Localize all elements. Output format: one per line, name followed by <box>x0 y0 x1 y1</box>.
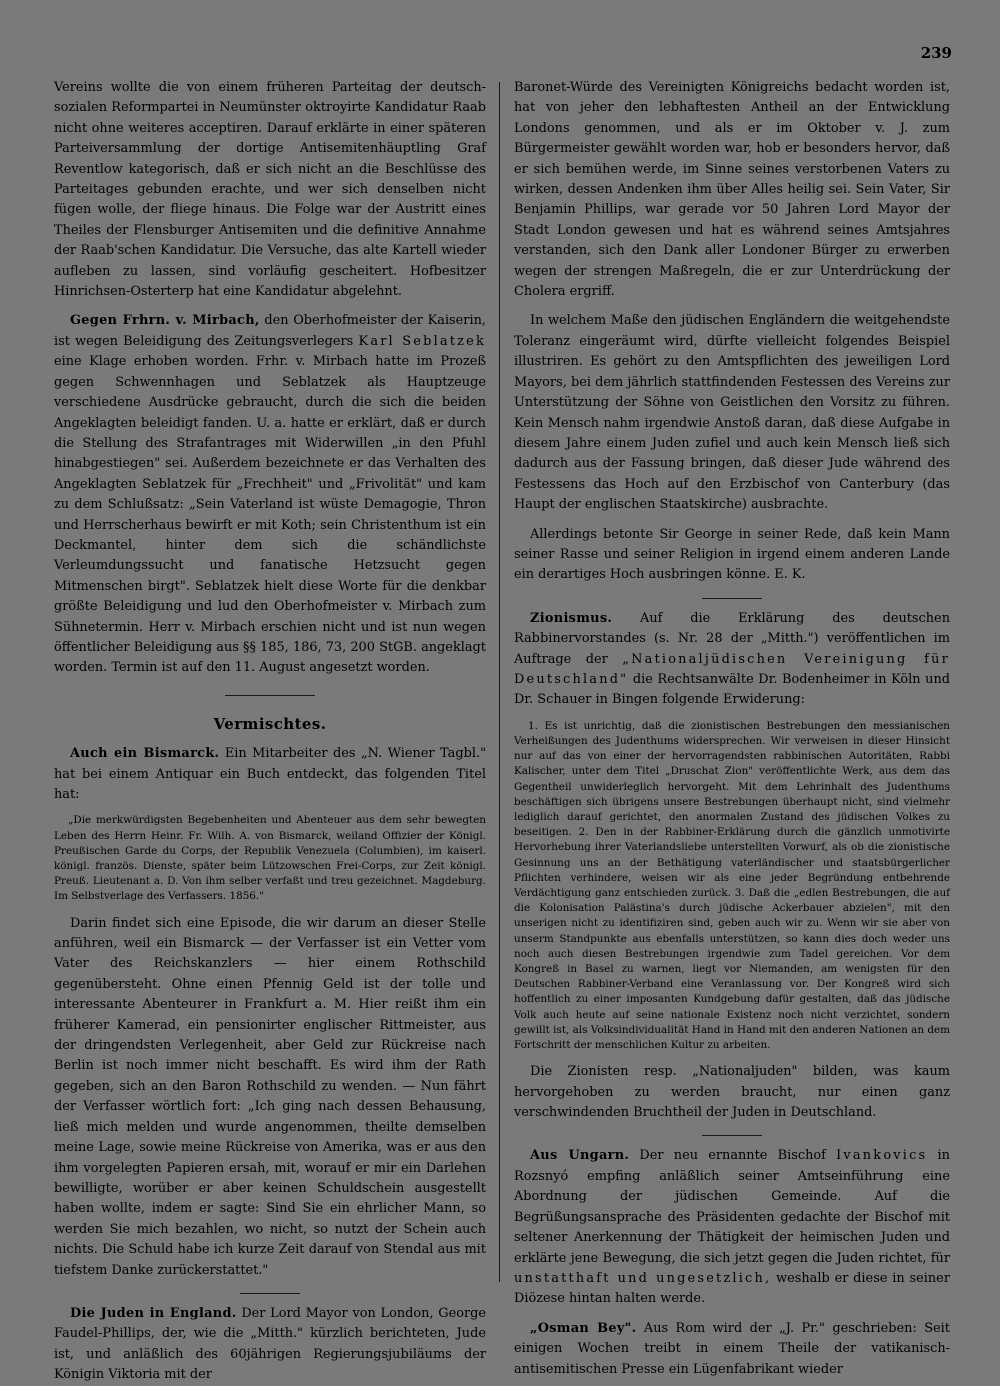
page-number: 239 <box>920 44 952 62</box>
zionism-article <box>514 609 950 711</box>
article-heading: Zionismus. <box>530 610 613 626</box>
signature: E. K. <box>774 567 806 583</box>
paragraph: Darin findet sich eine Episode, die wir darum an dieser Stelle anführen, weil ein Bismarck — der Verfasser ist ein Vetter vom Vater des Reichskanzlers — hier einem Rothschild gegenübersteht. Ohne einen Pfennig Geld ist der tolle und interessante Abenteurer in Frankfurt a. M. Hier reißt ihm ein früherer Kamerad, ein pensionirter englischer Rittmeister, aus der dringendsten Verlegenheit, aber Geld zur Rückreise nach Berlin ist noch immer nicht beschafft. Es wird ihm der Rath gegeben, sich an den Baron Rothschild zu wenden. — Nun fährt der Verfasser wörtlich fort: „Ich ging nach dessen Behausung, ließ mich melden und wurde angenommen, theilte demselben meine Lage, sowie meine Rückreise von Amerika, was er aus den ihm vorgelegten Papieren ersah, mit, worauf er mir ein Darlehen bewilligte, worüber er aber keinen Schuldschein ausgestellt haben wollte, indem er sagte: Sind Sie ein ehrlicher Mann, so werden Sie mich bezahlen, wo nicht, so nutzt der Schein auch nichts. Die Schuld habe ich kurze Zeit darauf von Stendal aus mit tiefstem Danke zurückerstattet." <box>54 915 486 1278</box>
paragraph: Vereins wollte die von einem früheren Parteitag der deutsch-sozialen Reformpartei in Neumünster oktroyirte Kandidatur Raab nicht ohne weiteres acceptiren. Darauf erklärte in einer späteren Parteiversammlung der dortige Antisemitenhäuptling Graf Reventlow kategorisch, daß er sich nicht an die Beschlüsse des Parteitages gebunden erachte, und wer sich denselben nicht fügen wolle, der fliege hinaus. Die Folge war der Austritt eines Theiles der Flensburger Antisemiten und die definitive Annahme der Raab'schen Kandidatur. Die Versuche, das alte Kartell wieder aufleben zu lassen, sind vorläufig gescheitert. Hofbesitzer Hinrichsen-Osterterp hat eine Kandidatur abgelehnt. <box>54 80 486 300</box>
quote-text: 1. Es ist unrichtig, daß die zionistischen Bestrebungen den messianischen Verheißungen des Judenthums widersprechen. Wir verweisen in dieser Hinsicht nur auf das von einer der hervorragendsten rabbinischen Autoritäten, Rabbi Kalischer, unter dem Titel „Druschat Zion" veröffentlichte Werk, aus dem das Gegentheil unwiderleglich hervorgeht. Mit dem Lehrinhalt des Judenthums beschäftigen sich übrigens unsere Bestrebungen überhaupt nicht, sind vielmehr lediglich darauf gerichtet, den anormalen Zustand des jüdischen Volkes zu beseitigen. 2. Den in der Rabbiner-Erklärung durch die gänzlich unmotivirte Hervorhebung ihrer Vaterlandsliebe unterstellten Vorwurf, als ob die zionistische Gesinnung uns an der Bethätigung vaterländischer und staatsbürgerlicher Pflichten verhindere, weisen wir als eine jeder Begründung entbehrende Verdächtigung ganz entschieden zurück. 3. Daß die „edlen Bestrebungen, die auf die Kolonisation Palästina's durch jüdische Ackerbauer abzielen", mit den unserigen nicht zu identifiziren sind, geben auch wir zu. Wenn wir sie aber von unserm Standpunkte aus ebenfalls unterstützen, so kann dies doch weder uns noch auch diesen Bestrebungen irgendwie zum Tadel gereichen. Vor dem Kongreß in Basel zu warnen, liegt vor Niemanden, am wenigsten für den Deutschen Rabbiner-Verband eine Veranlassung vor. Der Kongreß wird sich hoffentlich zu einer imposanten Kundgebung dafür gestalten, daß das jüdische Volk auch heute auf seine nationale Existenz noch nicht verzichtet, sondern gewillt ist, als Volksindividualität Hand in Hand mit den anderen Nationen an dem Fortschritt der menschlichen Kultur zu arbeiten. <box>514 719 950 1052</box>
text-run: eine Klage erhoben worden. Frhr. v. Mirbach hatte im Prozeß gegen Schwennhagen und Seblatzek als Hauptzeuge verschiedene Ausdrücke gebraucht, durch die sich die beiden Angeklagten beleidigt fanden. U. a. hatte er erklärt, daß er durch die Stellung des Strafantrages mit Widerwillen „in den Pfuhl hinabgestiegen" sei. Außerdem bezeichnete er das Verhalten des Angeklagten Seblatzek für „Frechheit" und „Frivolität" und kam zu dem Schlußsatz: „Sein Vaterland ist wüste Demagogie, Thron und Herrscherhaus bewirft er mit Koth; sein Christenthum ist ein Deckmantel, hinter dem sich die schändlichste Verleumdungssucht und fanatische Hetzsucht gegen Mitmenschen birgt". Seblatzek hielt diese Worte für die denkbar größte Beleidigung und lud den Oberhofmeister v. Mirbach zum Sühnetermin. Herr v. Mirbach erschien nicht und ist nun wegen öffentlicher Beleidigung aus §§ 185, 186, 73, 200 StGB. angeklagt worden. Termin ist auf den 11. August angesetzt worden. <box>54 354 486 676</box>
text-run: Der Lord Mayor von London, George Faudel-Phillips, der, wie die „Mitth." kürzlich berichteten, Jude ist, und anläßlich des 60jährigen Regierungsjubiläums der Königin Viktoria mit der <box>54 1305 487 1383</box>
spaced-name: Ivankovics <box>836 1148 928 1164</box>
article-rule <box>240 1293 300 1294</box>
right-column <box>514 78 950 1380</box>
text-run: Der neu ernannte Bischof <box>629 1148 837 1164</box>
osman-bey-article <box>514 1319 950 1380</box>
text-run: in Rozsnyó empfing anläßlich seiner Amtseinführung eine Abordnung der jüdischen Gemeinde. Auf die Begrüßungsansprache des Präsidenten gedachte der Bischof mit seltener Anerkennung der Thätigkeit der heimischen Juden und erklärte jene Bewegung, die sich jetzt gegen die Juden richtet, für <box>514 1148 950 1266</box>
spaced-name: Karl Seblatzek <box>358 333 486 349</box>
text-run: Auf die Erklärung des deutschen Rabbinervorstandes (s. Nr. 28 der „Mitth.") veröffentlichen im Auftrage der <box>514 610 950 667</box>
paragraph <box>514 525 950 586</box>
column-divider <box>499 82 500 1282</box>
text-run: den Oberhofmeister der Kaiserin, ist wegen Beleidigung des Zeitungsverlegers <box>54 313 486 349</box>
paragraph: Die Zionisten resp. „Nationaljuden" bilden, was kaum hervorgehoben zu werden braucht, nur einen ganz verschwindenden Bruchtheil der Juden in Deutschland. <box>514 1064 950 1121</box>
spaced-phrase: unstatthaft und ungesetzlich, <box>514 1270 772 1286</box>
article-heading: Gegen Frhrn. v. Mirbach, <box>70 313 260 329</box>
section-title: Vermischtes. <box>213 714 327 733</box>
book-title-quote <box>54 813 486 904</box>
bismarck-article <box>54 744 486 805</box>
left-column <box>54 78 486 1386</box>
paragraph: In welchem Maße den jüdischen Engländern die weitgehendste Toleranz eingeräumt wird, dürfte vielleicht folgendes Beispiel illustriren. Es gehört zu den Amtspflichten des jeweiligen Lord Mayors, bei dem jährlich stattfindenden Festessen des Vereins zur Unterstützung der Söhne von Geistlichen den Vorsitz zu führen. Kein Mensch nahm irgendwie Anstoß daran, daß diese Aufgabe in diesem Jahre einem Juden zufiel und auch kein Mensch ließ sich dadurch aus der Fassung bringen, daß dieser Jude während des Festessens das Hoch auf den Erzbischof von Canterbury (das Haupt der englischen Staatskirche) ausbrachte. <box>514 313 950 513</box>
quote-text: „Die merkwürdigsten Begebenheiten und Abenteuer aus dem sehr bewegten Leben des Herrn Heinr. Fr. Wilh. A. von Bismarck, weiland Offizier der Königl. Preußischen Garde du Corps, der Republik Venezuela (Columbien), im kaiserl. königl. französ. Dienste, später beim Lützowschen Frei-Corps, zur Zeit königl. Preuß. Lieutenant a. D. Von ihm selber verfaßt und treu gezeichnet. Magdeburg. Im Selbstverlage des Verfassers. 1856." <box>54 814 486 903</box>
spaced-name: „Nationaljüdischen Vereinigung für Deutschland" <box>514 651 950 687</box>
england-article <box>54 1304 486 1386</box>
section-rule <box>225 695 315 696</box>
text-run: Aus Rom wird der „J. Pr." geschrieben: Seit einigen Wochen treibt in einem Theile der vatikanisch-antisemitischen Presse ein Lügenfabrikant wieder <box>514 1320 950 1377</box>
mirbach-article <box>54 311 486 678</box>
text-run: die Rechtsanwälte Dr. Bodenheimer in Köln und Dr. Schauer in Bingen folgende Erwiderung: <box>514 671 950 708</box>
text-run: Allerdings betonte Sir George in seiner Rede, daß kein Mann seiner Rasse und seiner Religion in irgend einem anderen Lande ein derartiges Hoch ausbringen könne. <box>514 526 950 583</box>
text-run: Ein Mitarbeiter des „N. Wiener Tagbl." hat bei einem Antiquar ein Buch entdeckt, das folgenden Titel hat: <box>54 746 486 802</box>
article-rule <box>702 598 762 599</box>
rebuttal-text <box>514 719 950 1053</box>
article-heading: Auch ein Bismarck. <box>70 746 220 762</box>
paragraph: Baronet-Würde des Vereinigten Königreichs bedacht worden ist, hat von jeher den lebhaftesten Antheil an der Entwicklung Londons genommen, und als er im Oktober v. J. zum Bürgermeister gewählt worden war, hob er besonders hervor, daß er sich bemühen werde, im Sinne seines verstorbenen Vaters zu wirken, dessen Andenken ihm über Alles heilig sei. Sein Vater, Sir Benjamin Phillips, war gerade vor 50 Jahren Lord Mayor der Stadt London gewesen und hat es während seines Amtsjahres verstanden, sich den Dank aller Londoner Bürger zu erwerben wegen der strengen Maßregeln, die er zur Unterdrückung der Cholera ergriff. <box>514 80 950 300</box>
hungary-article <box>514 1146 950 1309</box>
article-heading: „Osman Bey". <box>530 1320 637 1336</box>
article-rule <box>702 1135 762 1136</box>
text-run: weshalb er diese in seiner Diözese hintan halten werde. <box>514 1270 950 1307</box>
article-heading: Aus Ungarn. <box>530 1148 630 1164</box>
article-heading: Die Juden in England. <box>70 1305 237 1321</box>
